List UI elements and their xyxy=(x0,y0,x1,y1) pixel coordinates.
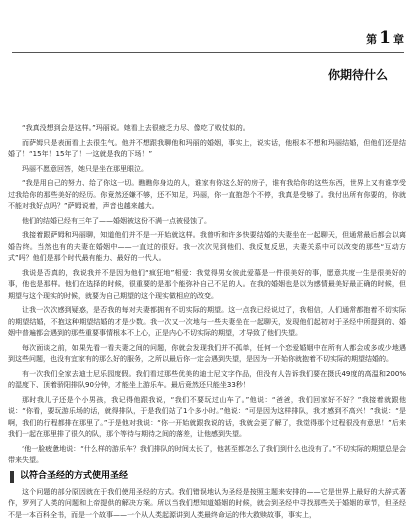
paragraph: 而萨姆只是表面看上去很生气。他并不想跟我聊他和玛丽的婚姻，事实上，说实话，他根本不想和玛丽结婚，但他们还是结婚了！“15年！15年了！一这就是我的下场！” xyxy=(8,138,406,158)
chapter-prefix: 第 xyxy=(366,33,378,46)
section-heading xyxy=(10,471,406,483)
paragraph: 玛丽不愿意回答，她只是坐在那里眼泣。 xyxy=(22,164,148,173)
paragraph: 这个问题的部分原因就在于我们使用圣经的方式。我们错误地认为圣经是按照主题来安排的——它是世界上最好的大辞式著作，罗列了人类的问题和上帝提供的解决方案。所以当我们想知道婚姻的时候，就会到圣经中寻找那些关于婚姻的章节，但圣经不是一本百科全书，而是一个故事——一个从人类起源讲到人类最终命运的伟大救赎故事，事实上， xyxy=(8,487,406,519)
paragraph: “我真没想到会是这样。”玛丽说。她看上去很疲乏力尽、像吃了败仗似的。 xyxy=(22,124,250,132)
paragraph: 让我一次次感到疑惑，是否我的每对夫妻都拥有不切实际的期望。这一点我已经说过了，我相信，人们通常都抱着不切实际的期望结婚，不抱这种期望结婚的才是少数。我一次又一次地与一些夫妻坐在一起聊天，发现他们起初对于圣经中所提到的、婚姻中普遍都会遇到的那些重要事情根本不上心，正是内心不切实际的期望，才导致了他们失望。 xyxy=(8,306,406,337)
chapter-divider xyxy=(12,52,404,53)
paragraph: 我接着跟萨姆和玛丽聊，知道他们并不是一开始就这样。我曾听和许多快要结婚的夫妻坐在一起聊天，但通常最后都会以离婚告终。当然也有的夫妻在婚姻中——一直过的很好。我一次次见到他们、我反复反思，夫妻关系中可以改变的那些“互动方式”吗？他们是那个时代最有能力、最好的一代人。 xyxy=(8,231,406,262)
section-marker-bar xyxy=(10,471,14,483)
chapter-title: 你期待什么 xyxy=(327,68,388,82)
chapter-heading xyxy=(366,28,404,48)
paragraph: ‘他一脸疲惫地说：“什么样的游乐车？我们排队的时间太长了，他甚至都怎么了我们到什么也没有了。”不切实际的期望总是会带来失望。 xyxy=(8,444,406,464)
paragraph: 他们的结婚已经有三年了——婚姻被这份不满一点被侵蚀了。 xyxy=(22,216,211,225)
paragraph: “我是用自己的努力、给了你这一切。瞧瞧你身边的人，谁家有你这么好的房子，谁有我给你的这些东西，世界上又有谁享受过我给你的那些美好的经历。你竟然还嫌不够，还不知足，玛丽，你一直抱怨个不停，我真是受够了。我付出所有你要的，你就不能对我好点吗？”萨姆说着，声音也越来越大。 xyxy=(8,179,406,210)
paragraph: 那时我儿子还是个小男孩，我记得他跟我说，“我们不要玩过山车了。”他说：“爸爸，我们回家好不好？”我接着就跟他说：“你看，要玩游乐场的话，就得排队，于是我们站了1个多小时。”他说：“可是因为这样排队，我才感到不高兴！”我说：“是啊，我们的行程都排在那里了。”于是他对我说：“你一开始就跟我说的话，我就会更了解了，我觉得那个过程很没有意思！”后来我们一起在那里排了很久的队，那个等待与期待之间的落差，让他感到失望。 xyxy=(8,395,406,438)
paragraph: 每次面谈之前，如果先看一看夫妻之间的问题，你就会发现我们并不孤单，任何一个恋爱婚姻中在所有人都会或多或少地遇到这些问题，也没有宜家有的那么好的服务，之所以最后你一定会遇到失望，是因为一开始你就抱着不切实际的期望结婚的。 xyxy=(8,343,406,363)
section-title: 以符合圣经的方式使用圣经 xyxy=(20,470,129,481)
paragraph: 我说是否真的，我说我并不是因为他们“疯狂地”相爱：我觉得男女彼此爱慕是一件很美好的事，愿意共度一生是很美好的事，他也是那样。他们在选择的时候，很重要的是那个能弥补自己不足的人。在我的婚姻也是以为感情最美好最正确的时候，但期望与这个现实的时候，就要为自己期望的这个现实做相应的改变。 xyxy=(8,268,406,300)
chapter-number: 1 xyxy=(379,28,391,48)
body-text xyxy=(8,123,406,524)
paragraph: 有一次我们全家去迪士尼乐园度假。我们看过那些优美的迪士尼文字作品，但没有人告诉我们要在摄氏49度的高温和200%的湿度下、顶着骄阳排队90分钟，才能坐上游乐车。最后竟然还只能坐33秒！ xyxy=(8,369,406,389)
chapter-suffix: 章 xyxy=(393,33,404,46)
